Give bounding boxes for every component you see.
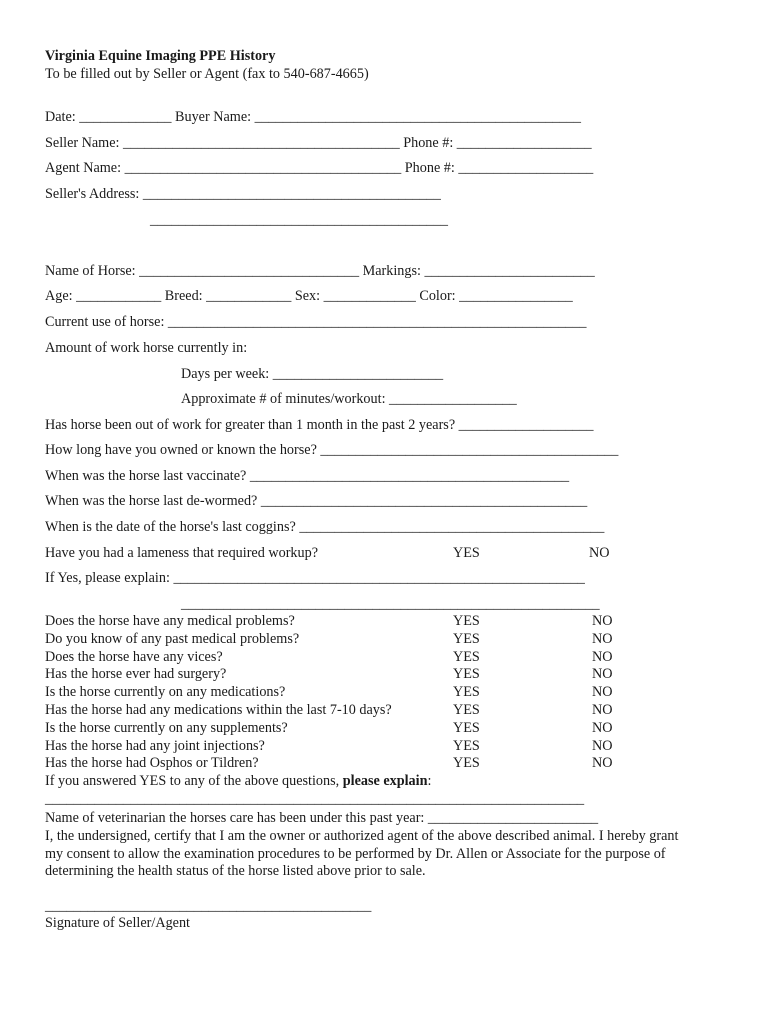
question-row: Has the horse had Osphos or Tildren? (45, 755, 259, 771)
seller-address-field[interactable]: Seller's Address: __________________________________________ (45, 186, 441, 202)
yes-option[interactable]: YES (453, 738, 480, 754)
yes-option[interactable]: YES (453, 666, 480, 682)
certification-line: determining the health status of the horse listed above prior to sale. (45, 863, 426, 879)
form-subtitle: To be filled out by Seller or Agent (fax to 540-687-4665) (45, 66, 369, 82)
last-dewormed-field[interactable]: When was the horse last de-wormed? ______________________________________________ (45, 493, 588, 509)
date-buyer-field[interactable]: Date: _____________ Buyer Name: ______________________________________________ (45, 109, 581, 125)
yes-option[interactable]: YES (453, 684, 480, 700)
no-option[interactable]: NO (592, 720, 613, 736)
signature-label: Signature of Seller/Agent (45, 915, 190, 931)
question-row: Is the horse currently on any supplements? (45, 720, 288, 736)
explain-prompt (45, 773, 431, 790)
horse-name-markings-field[interactable]: Name of Horse: _______________________________ Markings: ________________________ (45, 263, 595, 279)
certification-line: I, the undersigned, certify that I am the owner or authorized agent of the above described animal. I hereby grant (45, 828, 679, 844)
yes-option[interactable]: YES (453, 649, 480, 665)
yes-option[interactable]: YES (453, 631, 480, 647)
question-row: Does the horse have any medical problems? (45, 613, 295, 629)
yes-option[interactable]: YES (453, 702, 480, 718)
explain-bold: please explain (342, 773, 428, 789)
if-yes-explain-field[interactable]: If Yes, please explain: __________________________________________________________ (45, 570, 585, 586)
no-option[interactable]: NO (592, 702, 613, 718)
yes-option[interactable]: YES (453, 720, 480, 736)
no-option[interactable]: NO (592, 684, 613, 700)
lameness-question: Have you had a lameness that required workup? (45, 545, 319, 561)
work-amount-label: Amount of work horse currently in: (45, 340, 248, 356)
yes-option[interactable]: YES (453, 613, 480, 629)
form-title: Virginia Equine Imaging PPE History (45, 48, 276, 64)
question-row: Is the horse currently on any medications? (45, 684, 286, 700)
question-row: Has the horse had any joint injections? (45, 738, 265, 754)
age-breed-sex-color-field[interactable]: Age: ____________ Breed: ____________ Sex: _____________ Color: ________________ (45, 288, 573, 304)
last-coggins-field[interactable]: When is the date of the horse's last coggins? ___________________________________________ (45, 519, 605, 535)
signature-line[interactable]: ______________________________________________ (45, 898, 372, 914)
no-option[interactable]: NO (592, 755, 613, 771)
explain-prefix: If you answered YES to any of the above questions, (45, 773, 343, 789)
lameness-yes-option[interactable]: YES (453, 545, 480, 561)
yes-option[interactable]: YES (453, 755, 480, 771)
out-of-work-field[interactable]: Has horse been out of work for greater than 1 month in the past 2 years? ___________________ (45, 417, 594, 433)
owned-known-field[interactable]: How long have you owned or known the horse? __________________________________________ (45, 442, 619, 458)
if-yes-explain-line2[interactable]: ___________________________________________________________ (181, 596, 600, 612)
question-row: Has the horse had any medications within the last 7-10 days? (45, 702, 392, 718)
explain-line[interactable]: ____________________________________________________________________________ (45, 791, 585, 807)
days-per-week-field[interactable]: Days per week: ________________________ (181, 366, 444, 382)
no-option[interactable]: NO (592, 631, 613, 647)
veterinarian-field[interactable]: Name of veterinarian the horses care has been under this past year: ________________________ (45, 810, 599, 826)
explain-suffix: : (427, 773, 432, 789)
lameness-no-option[interactable]: NO (589, 545, 610, 561)
no-option[interactable]: NO (592, 649, 613, 665)
agent-phone-field[interactable]: Agent Name: _______________________________________ Phone #: ___________________ (45, 160, 594, 176)
no-option[interactable]: NO (592, 738, 613, 754)
minutes-per-workout-field[interactable]: Approximate # of minutes/workout: __________________ (181, 391, 517, 407)
last-vaccinate-field[interactable]: When was the horse last vaccinate? _____________________________________________ (45, 468, 570, 484)
seller-address-line2[interactable]: __________________________________________ (150, 212, 448, 228)
no-option[interactable]: NO (592, 666, 613, 682)
question-row: Do you know of any past medical problems? (45, 631, 300, 647)
question-row: Does the horse have any vices? (45, 649, 223, 665)
current-use-field[interactable]: Current use of horse: ___________________________________________________________ (45, 314, 587, 330)
no-option[interactable]: NO (592, 613, 613, 629)
question-row: Has the horse ever had surgery? (45, 666, 227, 682)
certification-line: my consent to allow the examination procedures to be performed by Dr. Allen or Associate for the purpose of (45, 846, 666, 862)
seller-phone-field[interactable]: Seller Name: _______________________________________ Phone #: ___________________ (45, 135, 592, 151)
